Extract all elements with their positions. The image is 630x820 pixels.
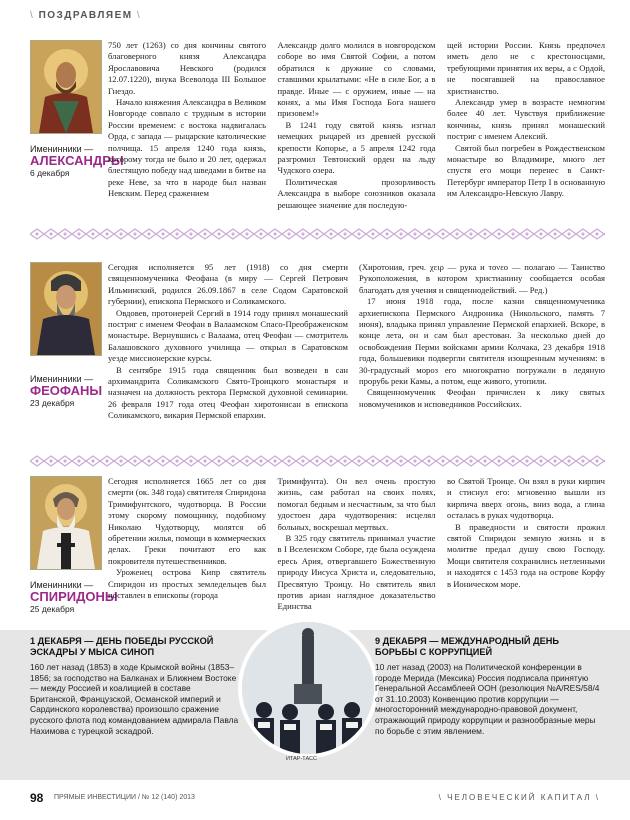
paragraph: (Хиротония, греч. χειρ — рука и τονεο — полагаю — Таинство Рукоположения, в котором христианину сообщается особая благодать для учения и священнодействий. — Ред.) bbox=[359, 262, 605, 295]
rubric-name: \ ЧЕЛОВЕЧЕСКИЙ КАПИТАЛ \ bbox=[438, 793, 600, 802]
paragraph: Александр умер в возрасте немногим более 40 лет. Чувствуя приближение кончины, князь принял монашеский постриг с именем Алексий. bbox=[447, 97, 605, 142]
text-column bbox=[108, 476, 266, 613]
nameday-label: Именинники — bbox=[30, 374, 94, 384]
event-heading: 1 ДЕКАБРЯ — ДЕНЬ ПОБЕДЫ РУССКОЙ ЭСКАДРЫ У МЫСА СИНОП bbox=[30, 636, 214, 657]
text-column bbox=[108, 40, 266, 211]
ornament-divider bbox=[30, 228, 605, 240]
event-sinop bbox=[30, 636, 240, 736]
paragraph: В праведности и святости прожил святой Спиридон земную жизнь и в молитве предал душу свою Господу. Мощи святителя сохранились нетленными и находятся с 1453 года на острове Корфу в Ионическом море. bbox=[447, 521, 605, 589]
text-column bbox=[278, 40, 436, 211]
text-column bbox=[447, 40, 605, 211]
text-column bbox=[108, 262, 348, 422]
paragraph: Святой был погребен в Рождественском монастыре во Владимире, много лет спустя его мощи перенес в Санкт-Петербург император Петр I в основанную им Александро-Невскую Лавру. bbox=[447, 142, 605, 199]
nameday-date: 6 декабря bbox=[30, 168, 70, 178]
name-box-spiridon bbox=[30, 580, 118, 614]
event-text: 160 лет назад (1853) в ходе Крымской войны (1853–1856; за господство на Балканах и Ближнем Востоке — между Россией и коалицией в составе Британской, Французской, Османской империй и Сардинского королевства) произошло сражение русского флота под командованием адмирала Павла Нахимова с турецкой эскадрой. bbox=[30, 662, 239, 736]
paragraph: Начало княжения Александра в Великом Новгороде совпало с трудным в истории России временем: с востока надвигалась Орда, с запада — рыцарские католические полчища. 15 апреля 1240 года князь, которому тогда не было и 20 лет, одержал блестящую победу над шведами в битве на реке Неве, за что в народе был назван Невским. Перед сражением bbox=[108, 97, 266, 199]
nameday-name: ФЕОФАНЫ bbox=[30, 383, 103, 398]
paragraph: Сегодня исполняется 1665 лет со дня смерти (ок. 348 года) святителя Спиридона Тримифунтского, чудотворца. В России этому скорому помощнику, подобному Николаю Чудотворцу, молятся об обретении жилья, помощи в коммерческих делах. Греки почитают его как покровителя путешественников. bbox=[108, 476, 266, 566]
nameday-date: 23 декабря bbox=[30, 398, 75, 408]
page-number: 98 bbox=[30, 791, 44, 805]
bottom-band bbox=[0, 630, 630, 780]
name-box-feofan bbox=[30, 374, 102, 408]
paragraph: Священномученик Феофан причислен к лику святых новомучеников и исповедников Российских. bbox=[359, 387, 605, 409]
paragraph: во Святой Троице. Он взял в руки кирпич и стиснул его: мгновенно вышли из кирпича вверх огонь, вниз вода, а глина осталась в руках чудотворца. bbox=[447, 476, 605, 521]
text-column bbox=[359, 262, 605, 422]
event-text: 10 лет назад (2003) на Политической конференции в городе Мерида (Мексика) Россия подписала принятую Генеральной Ассамблеей ООН (резолюция №A/RES/58/4 от 31.10.2003) Конвенцию против коррупции — многосторонний международно-правовой документ, отражающий природу коррупции и разнообразные меры по борьбе с этим явлением. bbox=[375, 662, 600, 736]
ornament-divider bbox=[30, 455, 605, 467]
paragraph: Тримифунта). Он вел очень простую жизнь, сам работал на своих полях, помогал бедным и несчастным, за что был удостоен дара чудотворения: исцелял больных, воскрешал мертвых. bbox=[277, 476, 436, 532]
nameday-name: АЛЕКСАНДРЫ bbox=[30, 153, 124, 168]
paragraph: Овдовев, протоиерей Сергий в 1914 году принял монашеский постриг с именем Феофан в Валаамском Спасо-Преображенском монастыре. Вернувшись с Валаама, отец Феофан — смотритель Балашовского духовного училища — открыл в Саратовском уезде миссионерские курсы. bbox=[108, 307, 348, 364]
sailors-monument-photo bbox=[238, 618, 378, 758]
paragraph: щей истории России. Князь предпочел иметь дело не с крестоносцами, требующими принятия их веры, а с Ордой, не посягавшей на православное христианство. bbox=[447, 40, 605, 96]
icon-alexander-image bbox=[30, 40, 102, 134]
rubric-label: ЧЕЛОВЕЧЕСКИЙ КАПИТАЛ bbox=[447, 793, 592, 802]
text-columns bbox=[108, 476, 605, 613]
nameday-name: СПИРИДОНЫ bbox=[30, 589, 118, 604]
paragraph: В 1241 году святой князь изгнал немецких рыцарей из древней русской крепости Копорье, а 5 апреля 1242 года разгромил Тевтонский орден на льду Чудского озера. bbox=[277, 119, 436, 176]
text-columns bbox=[108, 40, 605, 211]
event-heading: 9 ДЕКАБРЯ — МЕЖДУНАРОДНЫЙ ДЕНЬ БОРЬБЫ С КОРРУПЦИЕЙ bbox=[375, 636, 559, 657]
paragraph: Уроженец острова Кипр святитель Спиридон из простых земледельцев был поставлен в епископы (города bbox=[108, 567, 266, 601]
page-footer bbox=[0, 785, 630, 820]
paragraph: Политическая прозорливость Александра в выборе союзников оказала решающее значение для последую- bbox=[277, 176, 436, 210]
icon-feofan-image bbox=[30, 262, 102, 356]
text-columns bbox=[108, 262, 605, 422]
event-anticorruption bbox=[375, 636, 600, 736]
photo-credit: ИТАР-ТАСС bbox=[286, 756, 317, 762]
paragraph: В 325 году святитель принимал участие в I Вселенском Соборе, где была осуждена ересь Ария, отвергавшего Божественную природу Иисуса Христа и, следовательно, Пресвятую Троицу. Но святитель явил против ариан наглядное доказательство Единства bbox=[277, 533, 436, 612]
paragraph: 750 лет (1263) со дня кончины святого благоверного князя Александра Ярославовича Невского (родился 12.07.1220), внука Всеволода III Большое Гнездо. bbox=[108, 40, 266, 96]
section-header: \ ПОЗДРАВЛЯЕМ \ bbox=[30, 10, 142, 21]
nameday-label: Именинники — bbox=[30, 580, 94, 590]
section-title: ПОЗДРАВЛЯЕМ bbox=[38, 10, 133, 21]
paragraph: В сентябре 1915 года священник был возведен в сан архимандрита Соликамского Свято-Троицкого монастыря и назначен на должность ректора Пермской духовной семинарии. 26 февраля 1917 года отец Феофан хиротонисан в епископа Соликамского, викария Пермской епархии. bbox=[108, 364, 348, 421]
icon-spiridon-image bbox=[30, 476, 102, 570]
text-column bbox=[278, 476, 436, 613]
nameday-label: Именинники — bbox=[30, 144, 94, 154]
paragraph: Александр долго молился в новгородском соборе во имя Святой Софии, а потом обратился к дружине со словами, ставшими крылатыми: «Не в силе Бог, а в правде. Иные — с оружием, иные — на конях, а мы Имя Господа Бога нашего призовем!» bbox=[277, 40, 436, 119]
nameday-date: 25 декабря bbox=[30, 604, 75, 614]
paragraph: 17 июня 1918 года, после казни священномученика архиепископа Пермского Андроника (Никольского, память 7 июня), владыка принял управление Пермской епархией. Вскоре, в конце лета, он и сам был арестован. За несколько дней до освобождения Перми войсками армии Колчака, 23 декабря 1918 года, большевики подвергли святителя изощренным мучениям: в 30-градусный мороз его многократно погружали в ледяную прорубь реки Камы, а потом, еще живого, утопили. bbox=[359, 296, 605, 387]
text-column bbox=[447, 476, 605, 613]
magazine-name: ПРЯМЫЕ ИНВЕСТИЦИИ / № 12 (140) 2013 bbox=[54, 794, 195, 801]
paragraph: Сегодня исполняется 95 лет (1918) со дня смерти священномученика Феофана (в миру — Сергей Петрович Ильминский, родился 26.09.1867 в селе Содом Саратовской губернии), епископа Пермского и Соликамского. bbox=[108, 262, 348, 307]
